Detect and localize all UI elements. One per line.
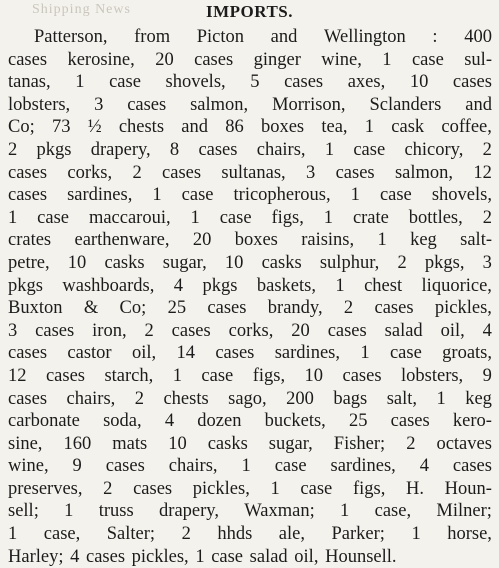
word: Hounsell. <box>325 546 397 567</box>
word: bottles, <box>408 207 463 228</box>
word: chairs, <box>66 388 116 409</box>
word: 2 <box>397 252 407 273</box>
word: cases <box>133 478 173 499</box>
word: cases <box>452 456 492 477</box>
word: ale, <box>278 524 305 545</box>
word: cases <box>335 162 375 183</box>
word: coffee, <box>441 117 492 138</box>
word: sugar, <box>162 252 207 273</box>
word: pickles, <box>434 298 492 319</box>
word: 1 <box>8 207 18 228</box>
faint-column-header: Shipping News <box>32 2 131 17</box>
text-line <box>8 184 492 207</box>
word: case <box>379 185 412 206</box>
word: 25 <box>167 298 187 319</box>
word: 2 <box>144 320 154 341</box>
word: starch, <box>104 365 154 386</box>
text-line <box>8 388 492 411</box>
word: 1 <box>190 207 200 228</box>
word: 2 <box>343 298 354 319</box>
word: cases <box>162 162 202 183</box>
word: pkgs <box>8 275 43 296</box>
word: axes, <box>347 72 386 93</box>
word: casks <box>207 433 248 454</box>
word: cases <box>207 298 247 319</box>
word: case, <box>374 501 412 522</box>
word: Patterson, <box>34 27 108 47</box>
word: 3 <box>8 320 18 341</box>
text-line <box>8 433 492 456</box>
word: Houn- <box>444 478 492 499</box>
word: ginger <box>253 49 301 70</box>
word: truss <box>98 501 134 522</box>
word: 10 <box>409 72 429 93</box>
word: cases <box>35 320 75 341</box>
word: 4 <box>482 320 492 341</box>
word: buckets, <box>264 411 326 432</box>
word: raisins, <box>301 230 355 251</box>
word: cask <box>391 117 425 138</box>
word: pickles, <box>131 546 196 567</box>
word: sardines, <box>330 456 396 477</box>
word: 2 <box>134 388 145 409</box>
word: soda, <box>103 411 142 432</box>
word: 2 <box>482 139 492 160</box>
word: keg <box>465 388 492 409</box>
word: sine, <box>8 433 43 454</box>
word: lobsters, <box>401 365 464 386</box>
word: case <box>181 185 214 206</box>
word: 4 <box>173 275 184 296</box>
text-line <box>8 71 492 94</box>
word: 20 <box>155 49 174 70</box>
word: hhds <box>217 524 253 545</box>
word: and <box>270 27 298 47</box>
word: oil, <box>294 546 326 567</box>
text-line <box>8 320 492 343</box>
word: sul- <box>464 49 492 70</box>
word: Waxman; <box>244 501 315 522</box>
word: tea, <box>321 117 348 138</box>
word: pkgs, <box>424 252 465 273</box>
word: 2 <box>132 162 142 183</box>
word: salt- <box>460 230 492 251</box>
word: cases <box>327 320 367 341</box>
word: salad <box>384 320 423 341</box>
word: 1 <box>152 185 162 206</box>
word: from <box>134 27 171 47</box>
word: 1 <box>350 185 360 206</box>
word: 400 <box>464 27 492 47</box>
text-line <box>8 26 492 49</box>
word: ½ <box>87 117 102 138</box>
word: 2 <box>8 139 18 160</box>
word: Picton <box>196 27 245 47</box>
word: case <box>211 546 250 567</box>
word: Co; <box>8 117 35 138</box>
word: casks <box>104 252 145 273</box>
word: brandy, <box>267 298 323 319</box>
word: 2 <box>103 478 113 499</box>
word: 1 <box>324 139 335 160</box>
word: 1 <box>377 230 387 251</box>
word: 160 <box>63 433 92 454</box>
word: : <box>432 27 438 47</box>
word: crate <box>352 207 389 228</box>
word: keg <box>410 230 437 251</box>
word: 10 <box>224 252 244 273</box>
text-line <box>8 49 492 72</box>
word: case <box>274 456 307 477</box>
word: preserves, <box>8 478 83 499</box>
word: drapery, <box>159 501 219 522</box>
word: pkgs <box>36 139 72 160</box>
word: 1 <box>75 72 85 93</box>
word: sultanas, <box>221 162 286 183</box>
word: case <box>389 343 422 364</box>
word: wine, <box>8 456 49 477</box>
word: chairs, <box>168 456 218 477</box>
word: figs, <box>352 478 386 499</box>
word: 73 <box>51 117 71 138</box>
word: liquorice, <box>421 275 492 296</box>
word: 9 <box>482 365 492 386</box>
word: Fisher; <box>333 433 386 454</box>
word: H. <box>405 478 424 499</box>
word: corks, <box>228 320 274 341</box>
word: horse, <box>447 524 492 545</box>
word: figs, <box>271 207 304 228</box>
word: cases <box>8 388 48 409</box>
word: 9 <box>72 456 82 477</box>
word: carbonate <box>8 411 80 432</box>
word: cases <box>105 456 145 477</box>
word: salmon, <box>190 94 249 115</box>
word: Buxton <box>8 298 63 319</box>
word: 1 <box>335 275 345 296</box>
word: 2 <box>181 524 191 545</box>
word: 1 <box>195 546 212 567</box>
word: case <box>353 139 386 160</box>
word: cases <box>198 139 238 160</box>
word: corks, <box>67 162 113 183</box>
word: wine, <box>321 49 362 70</box>
word: bags <box>333 388 368 409</box>
word: 4 <box>70 546 86 567</box>
word: 3 <box>94 94 104 115</box>
word: and <box>181 117 208 138</box>
word: sell; <box>8 501 39 522</box>
word: chairs, <box>256 139 306 160</box>
word: boxes <box>234 230 278 251</box>
text-line <box>8 94 492 117</box>
word: crates <box>8 230 52 251</box>
word: 200 <box>286 388 314 409</box>
section-heading: IMPORTS. <box>206 2 293 21</box>
word: 1 <box>382 49 392 70</box>
text-line <box>8 455 492 478</box>
word: and <box>465 94 492 115</box>
word: tanas, <box>8 72 51 93</box>
word: sardines, <box>274 343 340 364</box>
word: cases <box>452 72 492 93</box>
word: Co; <box>119 298 147 319</box>
word: Milner; <box>436 501 492 522</box>
word: mats <box>112 433 148 454</box>
word: 12 <box>8 365 27 386</box>
word: sardines, <box>67 185 133 206</box>
text-line <box>8 252 492 275</box>
text-line <box>8 523 492 546</box>
word: cases <box>8 185 48 206</box>
word: chest <box>364 275 403 296</box>
word: chicory, <box>404 139 464 160</box>
text-line <box>8 365 492 388</box>
text-line <box>8 207 492 230</box>
text-line <box>8 275 492 298</box>
word: 2 <box>482 207 492 228</box>
word: cases <box>390 411 430 432</box>
word: 1 <box>340 501 350 522</box>
word: Parker; <box>331 524 385 545</box>
word: cases <box>8 162 48 183</box>
word: cases <box>374 298 414 319</box>
text-line <box>8 297 492 320</box>
word: 2 <box>406 433 416 454</box>
word: baskets, <box>256 275 316 296</box>
text-line <box>8 139 492 162</box>
word: cases <box>45 365 85 386</box>
word: case <box>300 478 333 499</box>
word: kerosine, <box>67 49 135 70</box>
word: 10 <box>168 433 187 454</box>
word: 1 <box>270 478 280 499</box>
word: shovels, <box>431 185 492 206</box>
word: maccaroui, <box>88 207 171 228</box>
word: groats, <box>442 343 492 364</box>
word: 20 <box>192 230 212 251</box>
word: case, <box>43 524 81 545</box>
word: 3 <box>482 252 492 273</box>
word: 14 <box>176 343 195 364</box>
word: octaves <box>436 433 492 454</box>
word: 12 <box>473 162 492 183</box>
word: iron, <box>92 320 127 341</box>
word: 10 <box>67 252 87 273</box>
word: cases <box>215 343 255 364</box>
text-line <box>8 410 492 433</box>
word: 1 <box>172 365 182 386</box>
word: 86 <box>225 117 244 138</box>
text-line <box>8 500 492 523</box>
word: chests <box>118 117 165 138</box>
word: 10 <box>304 365 324 386</box>
word: salt, <box>386 388 418 409</box>
word: case <box>109 72 141 93</box>
text-line <box>8 546 492 568</box>
word: casks <box>261 252 302 273</box>
word: & <box>83 298 99 319</box>
word: 1 <box>360 343 370 364</box>
imports-paragraph <box>8 26 492 568</box>
word: figs, <box>252 365 286 386</box>
word: cases <box>127 94 167 115</box>
word: case <box>201 365 234 386</box>
word: 1 <box>436 388 446 409</box>
word: castor <box>67 343 112 364</box>
word: pickles, <box>192 478 250 499</box>
word: earthenware, <box>74 230 170 251</box>
text-line <box>8 162 492 185</box>
word: 3 <box>306 162 316 183</box>
word: sugar, <box>268 433 313 454</box>
word: cases <box>194 49 234 70</box>
word: 1 <box>323 207 334 228</box>
word: salmon, <box>394 162 454 183</box>
word: cases <box>8 343 48 364</box>
word: 25 <box>348 411 368 432</box>
word: cases <box>342 365 382 386</box>
word: sago, <box>228 388 267 409</box>
word: cases <box>171 320 211 341</box>
word: 8 <box>169 139 180 160</box>
word: case <box>219 207 252 228</box>
word: salad <box>249 546 295 567</box>
word: sulphur, <box>319 252 380 273</box>
word: oil, <box>131 343 157 364</box>
word: 1 <box>364 117 375 138</box>
word: 1 <box>8 524 18 545</box>
word: dozen <box>197 411 242 432</box>
text-line <box>8 342 492 365</box>
word: boxes <box>260 117 305 138</box>
word: shovels, <box>165 72 226 93</box>
word: 20 <box>291 320 310 341</box>
word: petre, <box>8 252 50 273</box>
word: 1 <box>411 524 421 545</box>
word: case <box>411 49 444 70</box>
word: Harley; <box>8 546 71 567</box>
word: kero- <box>452 411 492 432</box>
word: Wellington <box>324 27 406 47</box>
word: lobsters, <box>8 94 71 115</box>
word: 1 <box>241 456 251 477</box>
word: 5 <box>250 72 260 93</box>
word: 4 <box>164 411 175 432</box>
word: cases <box>85 546 132 567</box>
word: drapery, <box>90 139 151 160</box>
word: Sclanders <box>369 94 442 115</box>
word: case <box>37 207 70 228</box>
text-line <box>8 478 492 501</box>
word: oil, <box>440 320 465 341</box>
word: washboards, <box>62 275 155 296</box>
word: tricopherous, <box>233 185 331 206</box>
word: chests <box>163 388 209 409</box>
text-line <box>8 116 492 139</box>
word: 1 <box>64 501 74 522</box>
word: cases <box>284 72 324 93</box>
text-line <box>8 229 492 252</box>
word: 4 <box>419 456 429 477</box>
word: Salter; <box>106 524 156 545</box>
word: cases <box>8 49 48 70</box>
word: pkgs <box>202 275 238 296</box>
word: Morrison, <box>272 94 346 115</box>
